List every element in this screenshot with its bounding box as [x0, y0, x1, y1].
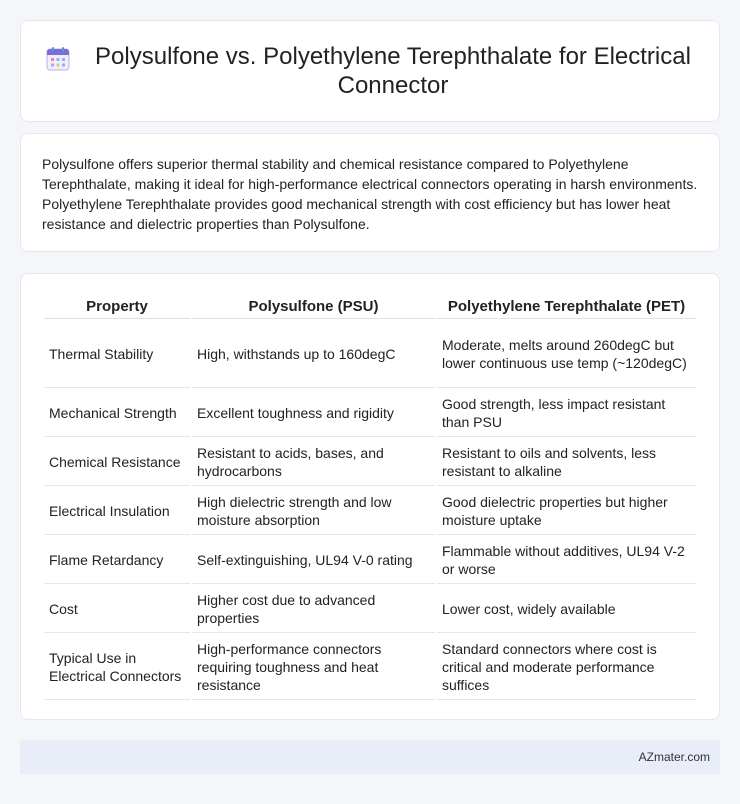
- cell-pet: Good strength, less impact resistant than PSU: [437, 390, 696, 437]
- summary-card: [20, 133, 720, 252]
- footer: [20, 740, 720, 774]
- header-psu: Polysulfone (PSU): [192, 296, 435, 319]
- title-wrap: [45, 42, 695, 100]
- table-row: [44, 439, 696, 486]
- table-row: [44, 390, 696, 437]
- summary-text: Polysulfone offers superior thermal stability and chemical resistance compared to Polyethylene Terephthalate, making it ideal for high-performance electrical connectors operating in harsh environments. Polyethylene Terephthalate provides good mechanical strength with cost efficiency but has lower heat resistance and dielectric properties than Polysulfone.: [42, 156, 698, 232]
- header-property: Property: [44, 296, 190, 319]
- cell-pet: Moderate, melts around 260degC but lower continuous use temp (~120degC): [437, 321, 696, 388]
- cell-pet: Flammable without additives, UL94 V-2 or worse: [437, 537, 696, 584]
- cell-psu: Excellent toughness and rigidity: [192, 390, 435, 437]
- table-header-row: [44, 296, 696, 319]
- table-card: [20, 273, 720, 720]
- cell-psu: High, withstands up to 160degC: [192, 321, 435, 388]
- table-row: [44, 586, 696, 633]
- cell-property: Thermal Stability: [44, 321, 190, 388]
- calendar-icon: [45, 46, 71, 72]
- table-row: [44, 321, 696, 388]
- footer-site-link[interactable]: AZmater.com: [638, 750, 710, 764]
- cell-psu: Higher cost due to advanced properties: [192, 586, 435, 633]
- page-title: Polysulfone vs. Polyethylene Terephthalate for Electrical Connector: [95, 43, 691, 99]
- cell-pet: Standard connectors where cost is critical and moderate performance suffices: [437, 635, 696, 700]
- table-row: [44, 537, 696, 584]
- table-row: [44, 635, 696, 700]
- cell-property: Typical Use in Electrical Connectors: [44, 635, 190, 700]
- cell-property: Electrical Insulation: [44, 488, 190, 535]
- cell-property: Cost: [44, 586, 190, 633]
- header-pet: Polyethylene Terephthalate (PET): [437, 296, 696, 319]
- cell-property: Chemical Resistance: [44, 439, 190, 486]
- table-row: [44, 488, 696, 535]
- cell-pet: Lower cost, widely available: [437, 586, 696, 633]
- cell-pet: Good dielectric properties but higher moisture uptake: [437, 488, 696, 535]
- cell-property: Flame Retardancy: [44, 537, 190, 584]
- cell-property: Mechanical Strength: [44, 390, 190, 437]
- cell-psu: High-performance connectors requiring toughness and heat resistance: [192, 635, 435, 700]
- title-card: [20, 20, 720, 122]
- cell-psu: Self-extinguishing, UL94 V-0 rating: [192, 537, 435, 584]
- cell-psu: High dielectric strength and low moisture absorption: [192, 488, 435, 535]
- cell-pet: Resistant to oils and solvents, less resistant to alkaline: [437, 439, 696, 486]
- comparison-table: [42, 294, 698, 702]
- cell-psu: Resistant to acids, bases, and hydrocarbons: [192, 439, 435, 486]
